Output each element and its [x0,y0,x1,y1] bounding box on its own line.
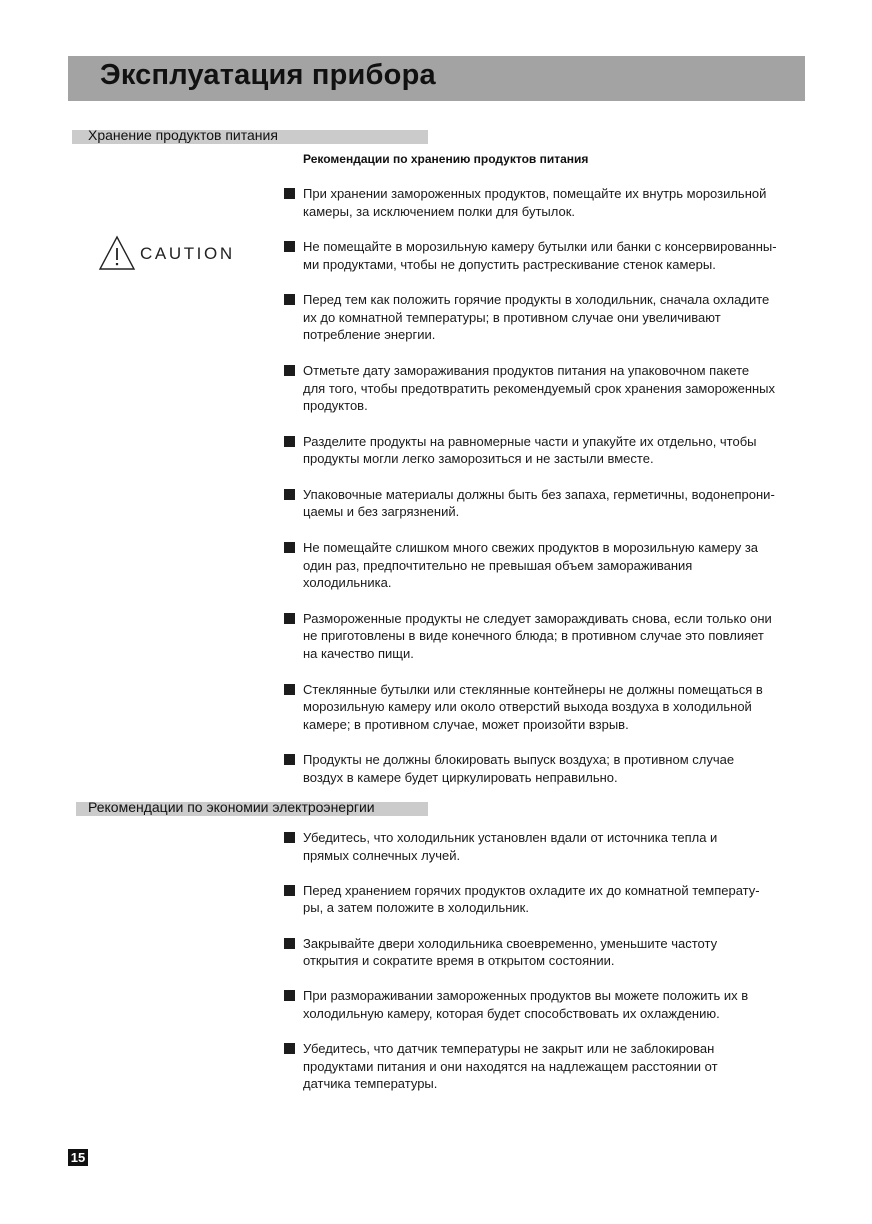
list-item-text: воздух в камере будет циркулировать неправильно. [303,769,618,785]
list-item-text: Размороженные продукты не следует замораждивать снова, если только они [303,610,772,626]
list-item [284,882,824,917]
square-bullet-icon [284,1043,295,1054]
square-bullet-icon [284,990,295,1001]
list-item [284,987,824,1022]
section-heading-energy [76,799,428,816]
list-item-text: продукты могли легко заморозиться и не застыли вместе. [303,451,654,467]
square-bullet-icon [284,489,295,500]
list-item-text: Разделите продукты на равномерные части и упакуйте их отдельно, чтобы [303,433,757,449]
square-bullet-icon [284,188,295,199]
square-bullet-icon [284,684,295,695]
list-item-text: продуктами питания и они находятся на надлежащем расстоянии от [303,1058,718,1074]
section-heading-storage [72,127,428,144]
caution-label: CAUTION [140,244,235,263]
list-item-text: один раз, предпочтительно не превышая объем замораживания [303,557,693,573]
warning-triangle-icon [98,235,136,271]
list-item-text: морозильную камеру или около отверстий выхода воздуха в холодильной [303,699,752,714]
list-item-text: При хранении замороженных продуктов, помещайте их внутрь морозильной [303,186,767,201]
square-bullet-icon [284,241,295,252]
list-item-text: Убедитесь, что датчик температуры не закрыт или не заблокирован [303,1041,715,1057]
square-bullet-icon [284,294,295,305]
list-item-text: Продукты не должны блокировать выпуск воздуха; в противном случае [303,752,735,768]
list-item-text: цаемы и без загрязнений. [303,504,460,520]
section-heading-energy-label: Рекомендации по экономии электроэнергии [88,799,375,815]
list-item-text: холодильную камеру, которая будет способствовать их охлаждению. [303,1005,720,1021]
list-item-text: ры, а затем положите в холодильник. [303,900,529,916]
square-bullet-icon [284,365,295,376]
list-item [284,751,824,786]
title-bar [68,56,805,101]
list-item-text: камеры, за исключением полки для бутылок. [303,203,576,219]
list-item-text: не приготовлены в виде конечного блюда; в противном случае это повлияет [303,628,764,644]
list-item [284,829,824,864]
list-item-text: камере; в противном случае, может произойти взрыв. [303,716,629,732]
list-item-text: потребление энергии. [303,327,436,343]
list-item-text: датчика температуры. [303,1076,438,1092]
list-item [284,935,824,970]
list-item [284,433,824,468]
list-item [284,185,824,220]
list-item-text: открытия и сократите время в открытом состоянии. [303,953,615,969]
list-item [284,486,824,521]
list-item-text: Убедитесь, что холодильник установлен вдали от источника тепла и [303,830,718,845]
list-item [284,238,824,273]
square-bullet-icon [284,754,295,765]
list-item-text: Не помещайте в морозильную камеру бутылки или банки с консервированны- [303,239,777,255]
list-item [284,362,824,415]
storage-subheading: Рекомендации по хранению продуктов питания [303,152,589,166]
list-item-text: на качество пищи. [303,645,414,661]
list-item-text: прямых солнечных лучей. [303,847,461,863]
list-item-text: Отметьте дату замораживания продуктов питания на упаковочном пакете [303,363,750,379]
list-item-text: для того, чтобы предотвратить рекомендуемый срок хранения замороженных [303,380,776,396]
section-heading-storage-label: Хранение продуктов питания [88,127,278,143]
square-bullet-icon [284,436,295,447]
list-item-text: продуктов. [303,398,368,414]
square-bullet-icon [284,542,295,553]
list-item-text: Перед хранением горячих продуктов охладите их до комнатной температу- [303,882,760,898]
list-item [284,291,824,344]
square-bullet-icon [284,832,295,843]
storage-recommendations-list [284,185,824,804]
page-number: 15 [68,1149,88,1166]
list-item-text: Стеклянные бутылки или стеклянные контейнеры не должны помещаться в [303,681,763,697]
list-item-text: их до комнатной температуры; в противном случае они увеличивают [303,309,721,325]
square-bullet-icon [284,938,295,949]
page-title: Эксплуатация прибора [100,59,436,91]
list-item-text: Упаковочные материалы должны быть без запаха, герметичны, водонепрони- [303,486,775,502]
square-bullet-icon [284,885,295,896]
list-item-text: Не помещайте слишком много свежих продуктов в морозильную камеру за [303,540,759,556]
list-item [284,1040,824,1093]
list-item-text: Закрывайте двери холодильника своевременно, уменьшите частоту [303,935,718,951]
list-item-text: ми продуктами, чтобы не допустить растрескивание стенок камеры. [303,256,716,272]
list-item [284,681,824,734]
square-bullet-icon [284,613,295,624]
list-item-text: Перед тем как положить горячие продукты в холодильник, сначала охладите [303,292,770,308]
list-item-text: холодильника. [303,575,392,591]
list-item-text: При размораживании замороженных продуктов вы можете положить их в [303,988,749,1004]
caution-badge [98,235,238,271]
list-item [284,610,824,663]
list-item [284,539,824,592]
energy-saving-list [284,829,824,1110]
